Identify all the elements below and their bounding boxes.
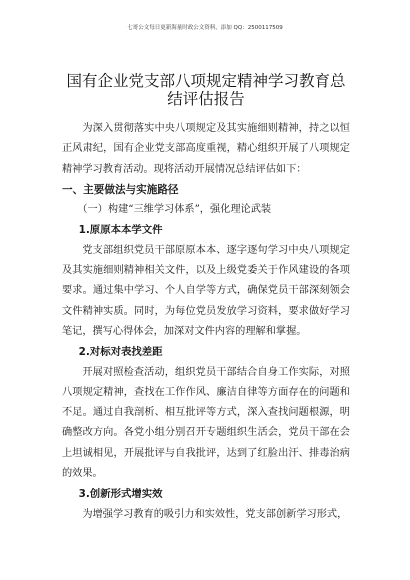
item-paragraph-1: 党支部组织党员干部原原本本、逐字逐句学习中央八项规定及其实施细则精神相关文件，以及上级党委关于作风建设的各项要求。通过集中学习、个人自学等方式，确保党员干部深刻领会文件精神实质。同时，为每位党员发放学习资料，要求做好学习笔记，撰写心得体会，加深对文件内容的理解和掌握。 [62, 244, 350, 337]
item-paragraph-2: 开展对照检查活动，组织党员干部结合自身工作实际，对照八项规定精神，查找在工作作风、廉洁自律等方面存在的问题和不足。通过自我剖析、相互批评等方式，深入查找问题根源，明确整改方向。各党小组分别召开专题组织生活会，党员干部在会上坦诚相见，开展批评与自我批评，达到了红脸出汗、排毒治病的效果。 [62, 366, 350, 480]
section-subheading: （一）构建“三维学习体系”，强化理论武装 [77, 204, 272, 216]
intro-paragraph: 为深入贯彻落实中央八项规定及其实施细则精神，持之以恒正风肃纪，国有企业党支部高度重视，精心组织开展了八项规定精神学习教育活动。现将活动开展情况总结评估如下： [62, 123, 350, 175]
section-heading: 一、主要做法与实施路径 [62, 183, 179, 196]
item-heading-3: 3.创新形式增实效 [78, 488, 163, 501]
item-heading-1: 1.原原本本学文件 [78, 224, 163, 237]
item-heading-2: 2.对标对表找差距 [78, 346, 163, 359]
item-paragraph-3: 为增强学习教育的吸引力和实效性，党支部创新学习形式， [82, 508, 348, 520]
header-note: 七哥公文每日更新海量时政公文资料，添加 QQ：2500117509 [127, 25, 283, 31]
document-title: 国有企业党支部八项规定精神学习教育总结评估报告 [66, 72, 346, 108]
